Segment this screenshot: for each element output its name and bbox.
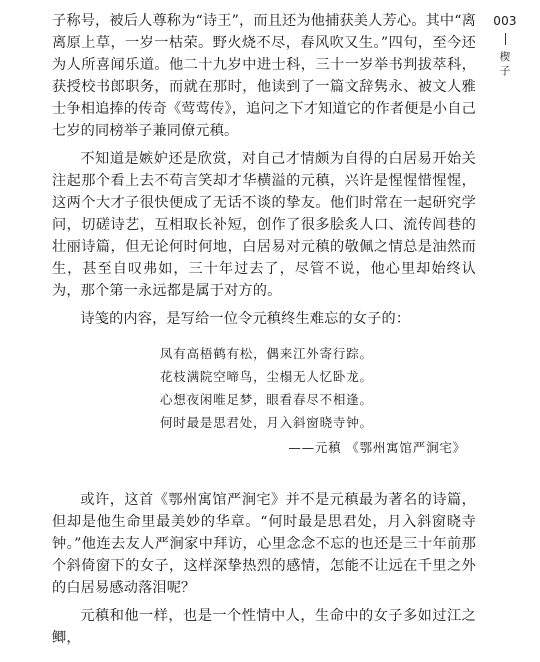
poem-line-2: 花枝满院空啼鸟，尘榻无人忆卧龙。	[160, 369, 373, 384]
marker-divider	[505, 33, 506, 45]
paragraph-2: 不知道是嫉妒还是欣赏，对自己才情颇为自得的白居易开始关注起那个看上去不苟言笑却才华横溢的元稹，兴许是惺惺惜惺惺，这两个大才子很快便成了无话不谈的挚友。他们时常在一起研究学问，切磋诗艺，互相取长补短，创作了很多脍炙人口、流传闾巷的壮丽诗篇，但无论何时何地，白居易对元稹的敬佩之情总是油然而生，甚至自叹弗如，三十年过去了，尽管不说，他心里却始终认为，那个第一永远都是属于对方的。	[52, 151, 476, 299]
poem-line-1: 凤有高梧鹤有松，偶来江外寄行踪。	[160, 346, 373, 361]
poem-attribution: ——元稹 《鄂州寓馆严涧宅》	[288, 440, 466, 455]
paragraph-5: 元稹和他一样，也是一个性情中人，生命中的女子多如过江之鲫，	[52, 608, 476, 646]
poem-block	[52, 342, 476, 459]
poem-line-4: 何时最是思君处，月入斜窗晓寺钟。	[160, 415, 373, 430]
page-body	[52, 10, 476, 655]
chapter-label-char-2: 子	[499, 65, 511, 77]
paragraph-4: 或许，这首《鄂州寓馆严涧宅》并不是元稹最为著名的诗篇，但却是他生命里最美妙的华章。“何时最是思君处，月入斜窗晓寺钟。”他连去友人严涧家中拜访，心里念念不忘的也还是三十年前那个斜倚窗下的女子，这样深挚热烈的感情，怎能不让远在千里之外的白居易感动落泪呢？	[52, 492, 476, 596]
chapter-side-marker	[492, 14, 518, 78]
chapter-label-char-1: 楔	[499, 51, 511, 63]
poem-line-3: 心想夜闲唯足梦，眼看春尽不相逢。	[160, 392, 373, 407]
paragraph-1: 子称号，被后人尊称为“诗王”，而且还为他捕获美人芳心。其中“离离原上草，一岁一枯荣。野火烧不尽，春风吹又生。”四句，至今还为人所喜闻乐道。他二十九岁中进士科，三十一岁举书判拔萃科，获授校书郎职务，而就在那时，他读到了一篇文辞隽永、被文人雅士争相追捧的传奇《莺莺传》，追问之下才知道它的作者便是小自己七岁的同榜举子兼同僚元稹。	[52, 13, 476, 139]
paragraph-3: 诗笺的内容，是写给一位令元稹终生难忘的女子的：	[80, 311, 411, 327]
section-gap	[52, 473, 476, 489]
page-number: 003	[493, 14, 517, 28]
